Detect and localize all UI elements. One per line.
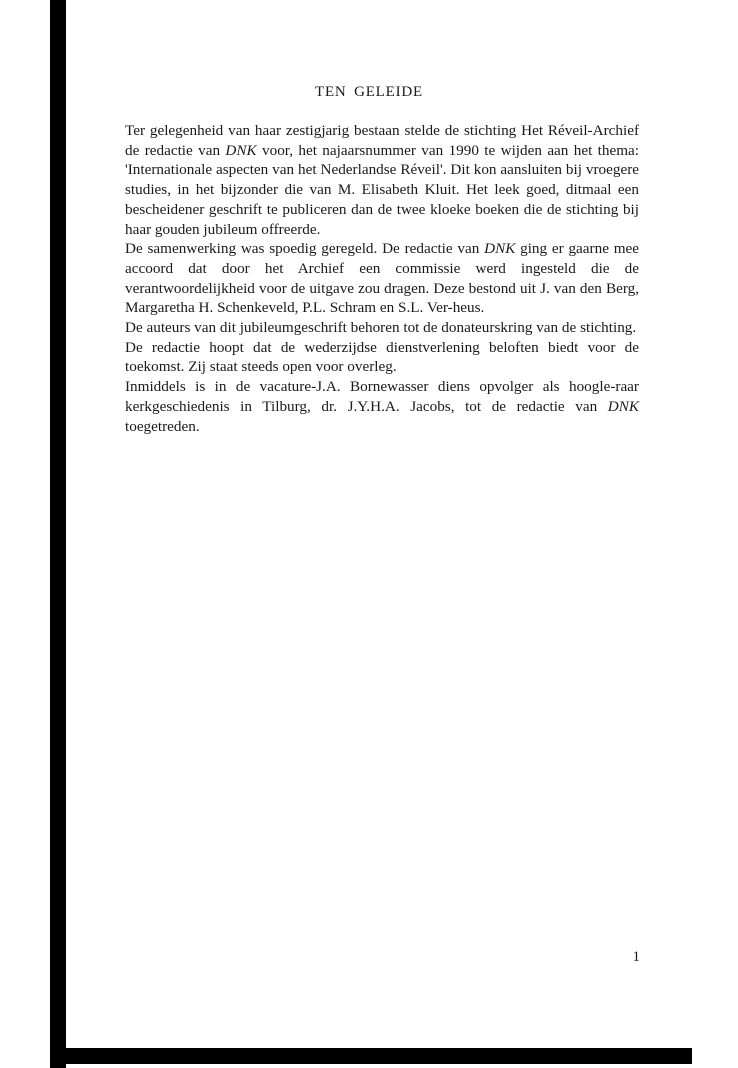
scan-border-bottom <box>50 1048 692 1064</box>
paragraph-5-dnk: DNK <box>607 397 639 415</box>
paragraph-1 <box>125 121 639 239</box>
paragraph-2-text-b: ging er gaarne mee accoord dat door het Archief een commissie werd ingesteld die de verantwoordelijkheid voor de uitgave zou dragen. Deze bestond uit J. van den Berg, Margaretha H. Schenkeveld, P.L. Schram en S.L. Ver-heus. <box>125 240 639 317</box>
body-text <box>125 121 639 436</box>
paragraph-5-text-b: toegetreden. <box>125 417 200 435</box>
paragraph-2 <box>125 239 639 318</box>
paragraph-4-text: De redactie hoopt dat de wederzijdse dienstverlening beloften biedt voor de toekomst. Zij staat steeds open voor overleg. <box>125 338 639 376</box>
paragraph-3-text: De auteurs van dit jubileumgeschrift behoren tot de donateurskring van de stichting. <box>125 319 637 337</box>
paragraph-5-text-a: Inmiddels is in de vacature-J.A. Bornewasser diens opvolger als hoogle-raar kerkgeschiedenis in Tilburg, dr. J.Y.H.A. Jacobs, tot de redactie van <box>125 378 639 415</box>
paragraph-1-dnk: DNK <box>225 141 257 159</box>
paragraph-3 <box>125 318 639 338</box>
paragraph-1-text-b: voor, het najaarsnummer van 1990 te wijden aan het thema: 'Internationale aspecten van het Nederlandse Réveil'. Dit kon aansluiten bij vroegere studies, in het bijzonder die van M. Elisabeth Kluit. Het leek goed, ditmaal een bescheidener geschrift te publiceren dan de twee kloeke boeken die de stichting bij haar gouden jubileum offreerde. <box>125 141 639 238</box>
scan-border-left <box>50 0 66 1068</box>
paragraph-4 <box>125 338 639 377</box>
paragraph-2-dnk: DNK <box>484 240 516 258</box>
page-title: TEN GELEIDE <box>314 84 424 100</box>
paragraph-1-text-a: Ter gelegenheid van haar zestigjarig bestaan stelde de stichting Het Réveil-Archief de redactie van <box>125 122 639 159</box>
paragraph-2-text-a: De samenwerking was spoedig geregeld. De redactie van <box>125 240 485 258</box>
paragraph-5 <box>125 377 639 436</box>
page-number: 1 <box>632 949 640 965</box>
